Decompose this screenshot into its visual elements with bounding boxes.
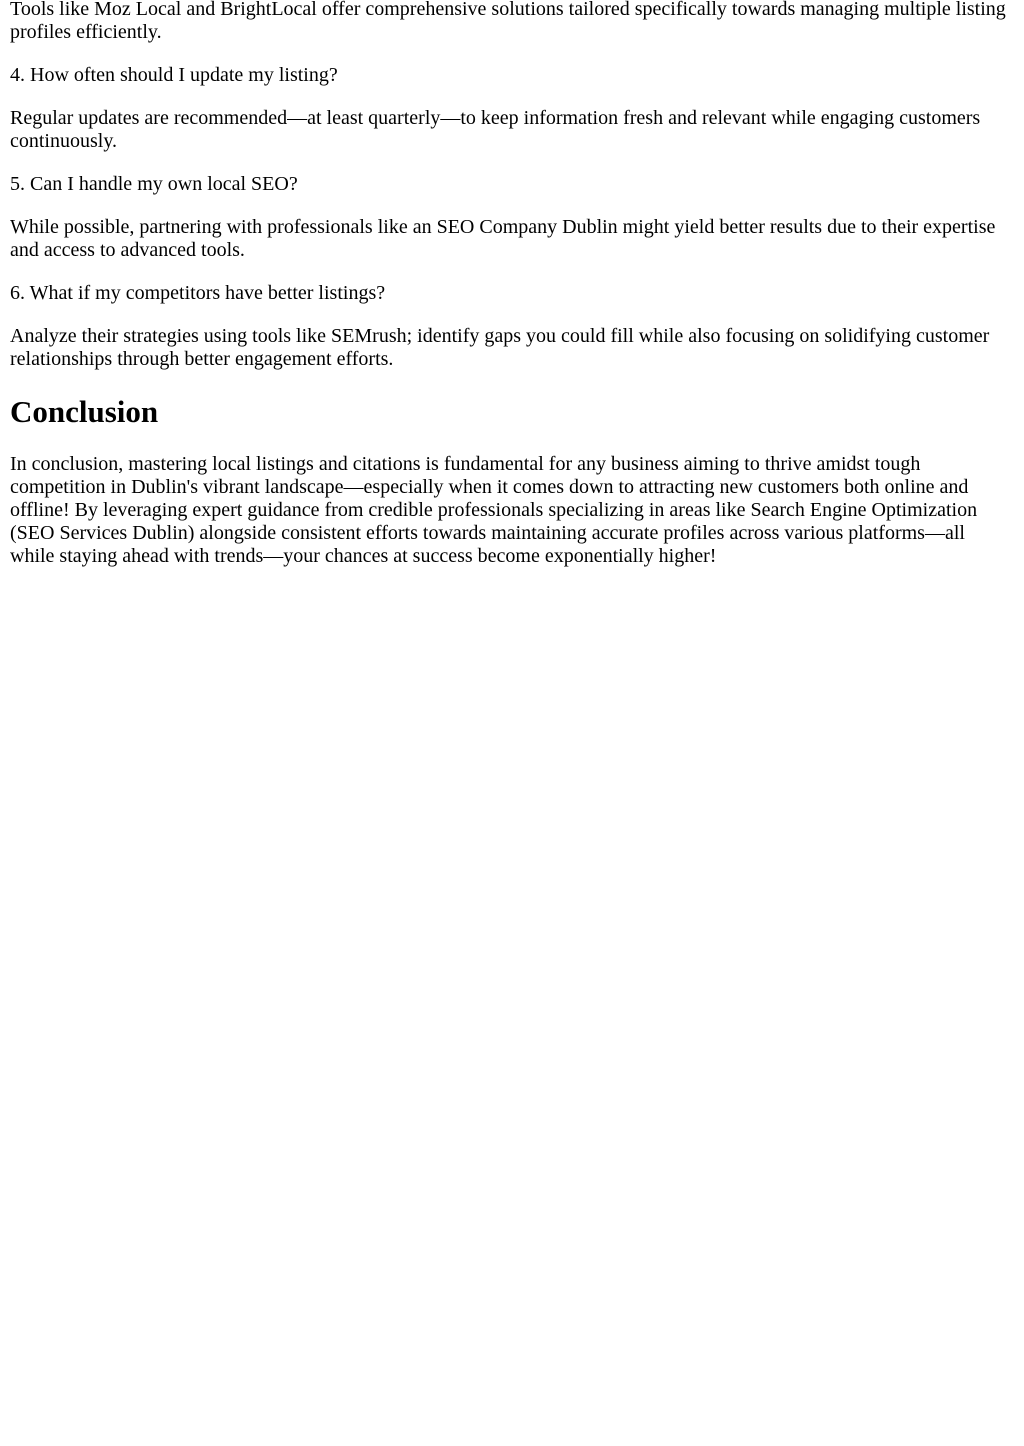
faq-answer: While possible, partnering with professionals like an SEO Company Dublin might yield better results due to their expertise and access to advanced tools. — [10, 216, 996, 261]
conclusion-heading: Conclusion — [10, 394, 159, 429]
faq-answer: Analyze their strategies using tools like SEMrush; identify gaps you could fill while also focusing on solidifying customer relationships through better engagement efforts. — [10, 325, 990, 370]
article-content — [0, 0, 1024, 568]
conclusion-paragraph: In conclusion, mastering local listings and citations is fundamental for any business aiming to thrive amidst tough competition in Dublin's vibrant landscape—especially when it comes down to attracting new customers both online and offline! By leveraging expert guidance from credible professionals specializing in areas like Search Engine Optimization (SEO Services Dublin) alongside consistent efforts towards maintaining accurate profiles across various platforms—all while staying ahead with trends—your chances at success become exponentially higher! — [10, 453, 978, 567]
faq-question: 5. Can I handle my own local SEO? — [10, 173, 298, 195]
faq-answer: Tools like Moz Local and BrightLocal offer comprehensive solutions tailored specifically towards managing multiple listing profiles efficiently. — [10, 0, 1006, 43]
faq-answer: Regular updates are recommended—at least quarterly—to keep information fresh and relevant while engaging customers continuously. — [10, 107, 981, 152]
faq-question: 4. How often should I update my listing? — [10, 64, 338, 86]
faq-question: 6. What if my competitors have better listings? — [10, 282, 386, 304]
